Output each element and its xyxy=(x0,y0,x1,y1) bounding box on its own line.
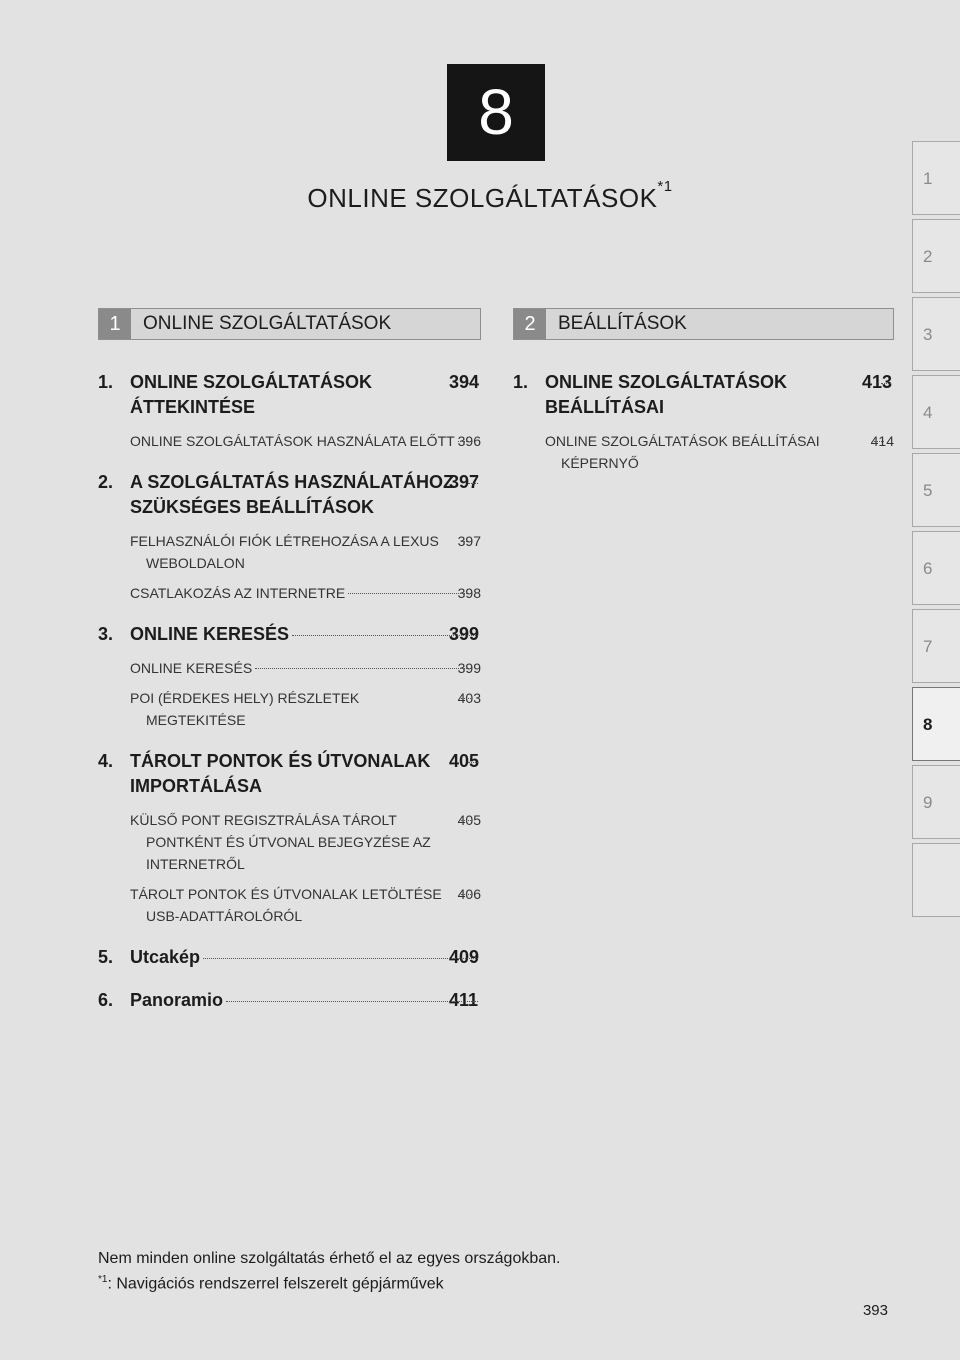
toc-subentry-page: 414 xyxy=(870,433,894,449)
toc-entry[interactable]: 3. ONLINE KERESÉS 399 xyxy=(98,622,481,647)
dot-leader xyxy=(461,820,471,821)
section-settings xyxy=(513,308,894,482)
toc-entry-number: 6. xyxy=(98,990,114,1010)
side-tab-4[interactable]: 4 xyxy=(912,375,960,449)
availability-note: Nem minden online szolgáltatás érhető el az egyes országokban. xyxy=(98,1250,561,1267)
chapter-title-text: ONLINE SZOLGÁLTATÁSOK xyxy=(307,183,658,213)
toc-entry-title: Panoramio xyxy=(130,990,224,1010)
chapter-title xyxy=(0,178,960,214)
toc-subentry[interactable] xyxy=(98,657,481,679)
toc-subentry-page: 399 xyxy=(457,660,481,676)
footnote-mark: *1 xyxy=(98,1274,108,1285)
toc-spacer xyxy=(98,739,481,749)
section-header xyxy=(513,308,894,340)
footnote xyxy=(98,1269,561,1294)
toc-spacer xyxy=(98,935,481,945)
dot-leader xyxy=(458,441,471,442)
toc-entry-number: 5. xyxy=(98,947,114,967)
dot-leader xyxy=(461,698,471,699)
toc-subentry-title: CSATLAKOZÁS AZ INTERNETRE xyxy=(130,585,346,601)
toc-entry-title: ONLINE SZOLGÁLTATÁSOK ÁTTEKINTÉSE xyxy=(130,372,372,417)
chapter-side-tabs xyxy=(912,141,960,921)
section-number: 1 xyxy=(99,309,131,339)
toc-subentry-title: ONLINE KERESÉS xyxy=(130,660,253,676)
toc-subentry[interactable] xyxy=(98,883,481,927)
toc-subentry-title: POI (ÉRDEKES HELY) RÉSZLETEK MEGTEKITÉSE xyxy=(130,690,360,728)
dot-leader xyxy=(255,668,470,669)
toc-entry-title: ONLINE KERESÉS xyxy=(130,624,290,644)
toc-subentry[interactable] xyxy=(98,430,481,452)
toc-entry-number: 2. xyxy=(98,472,114,492)
toc-subentry-page: 396 xyxy=(457,433,481,449)
page-number: 393 xyxy=(862,1302,888,1319)
toc-subentry[interactable] xyxy=(98,530,481,574)
side-tab-9[interactable]: 9 xyxy=(912,765,960,839)
section-online-services xyxy=(98,308,481,1023)
dot-leader xyxy=(348,593,470,594)
toc-entry[interactable]: 4. TÁROLT PONTOK ÉS ÚTVONALAK IMPORTÁLÁSA 405 xyxy=(98,751,480,796)
section-label: ONLINE SZOLGÁLTATÁSOK xyxy=(143,313,392,334)
side-tab-7[interactable]: 7 xyxy=(912,609,960,683)
dot-leader xyxy=(468,383,478,384)
toc-entry-number: 4. xyxy=(98,751,114,771)
toc-spacer xyxy=(98,460,481,470)
toc-entry[interactable]: 1. ONLINE SZOLGÁLTATÁSOK ÁTTEKINTÉSE 394 xyxy=(98,372,480,417)
toc-subentry-page: 406 xyxy=(457,886,481,902)
toc-subentry-title: KÜLSŐ PONT REGISZTRÁLÁSA TÁROLT PONTKÉNT ÉS ÚTVONAL BEJEGYZÉSE AZ INTERNETRŐL xyxy=(130,812,431,872)
side-tab-2[interactable]: 2 xyxy=(912,219,960,293)
dot-leader xyxy=(226,1001,478,1002)
dot-leader xyxy=(874,441,884,442)
toc-list xyxy=(98,370,481,1013)
section-number: 2 xyxy=(514,309,546,339)
toc-entry[interactable]: 2. A SZOLGÁLTATÁS HASZNÁLATÁHOZ SZÜKSÉGES BEÁLLÍTÁSOK 397 xyxy=(98,472,480,517)
chapter-number: 8 xyxy=(478,76,514,148)
toc-subentry[interactable] xyxy=(98,809,481,875)
footer-notes xyxy=(98,1248,561,1294)
toc-entry-title: TÁROLT PONTOK ÉS ÚTVONALAK IMPORTÁLÁSA xyxy=(130,751,431,796)
toc-subentry-page: 405 xyxy=(457,812,481,828)
toc-entry[interactable]: 1. ONLINE SZOLGÁLTATÁSOK BEÁLLÍTÁSAI 413 xyxy=(513,372,893,417)
dot-leader xyxy=(461,541,471,542)
toc-subentry-title: FELHASZNÁLÓI FIÓK LÉTREHOZÁSA A LEXUS WEBOLDALON xyxy=(130,533,439,571)
toc-subentry-page: 398 xyxy=(457,585,481,601)
dot-leader xyxy=(468,762,478,763)
toc-entry-number: 3. xyxy=(98,624,114,644)
dot-leader xyxy=(203,958,478,959)
section-header xyxy=(98,308,481,340)
toc-spacer xyxy=(98,980,481,988)
dot-leader xyxy=(461,894,471,895)
toc-entry-number: 1. xyxy=(98,372,114,392)
side-tab-8[interactable]: 8 xyxy=(912,687,960,761)
toc-subentry[interactable] xyxy=(98,687,481,731)
toc-subentry-title: ONLINE SZOLGÁLTATÁSOK BEÁLLÍTÁSAI KÉPERNYŐ xyxy=(545,433,820,471)
toc-subentry-page: 403 xyxy=(457,690,481,706)
chapter-title-footnote-mark: *1 xyxy=(657,178,673,196)
toc-entry[interactable]: 5. Utcakép 409 xyxy=(98,945,481,970)
toc-subentry[interactable] xyxy=(513,430,894,474)
toc-subentry-title: TÁROLT PONTOK ÉS ÚTVONALAK LETÖLTÉSE USB-ADATTÁROLÓRÓL xyxy=(130,886,442,924)
footnote-text: : Navigációs rendszerrel felszerelt gépjárművek xyxy=(107,1275,444,1293)
toc-subentry-title: ONLINE SZOLGÁLTATÁSOK HASZNÁLATA ELŐTT xyxy=(130,433,455,449)
toc-list xyxy=(513,370,894,474)
toc-entry[interactable]: 6. Panoramio 411 xyxy=(98,988,481,1013)
toc-entry-number: 1. xyxy=(513,372,529,392)
side-tab-3[interactable]: 3 xyxy=(912,297,960,371)
toc-entry-title: ONLINE SZOLGÁLTATÁSOK BEÁLLÍTÁSAI xyxy=(545,372,787,417)
toc-entry-title: Utcakép xyxy=(130,947,201,967)
chapter-number-box xyxy=(447,64,545,161)
toc-subentry-page: 397 xyxy=(457,533,481,549)
dot-leader xyxy=(468,483,478,484)
dot-leader xyxy=(881,383,891,384)
toc-spacer xyxy=(98,612,481,622)
side-tab-5[interactable]: 5 xyxy=(912,453,960,527)
side-tab-blank[interactable] xyxy=(912,843,960,917)
side-tab-6[interactable]: 6 xyxy=(912,531,960,605)
section-label: BEÁLLÍTÁSOK xyxy=(558,313,687,334)
toc-subentry[interactable] xyxy=(98,582,481,604)
dot-leader xyxy=(292,635,478,636)
side-tab-1[interactable]: 1 xyxy=(912,141,960,215)
toc-entry-title: A SZOLGÁLTATÁS HASZNÁLATÁHOZ SZÜKSÉGES BEÁLLÍTÁSOK xyxy=(130,472,454,517)
